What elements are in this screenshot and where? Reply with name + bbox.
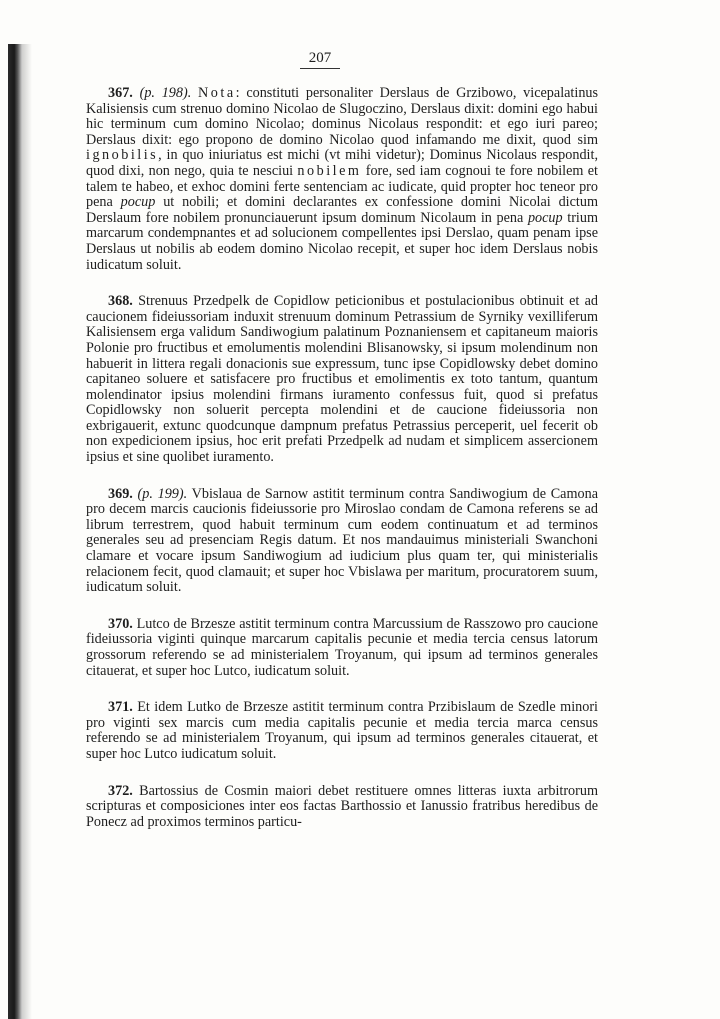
document-body [86, 86, 598, 851]
spaced-emphasis: ignobilis [86, 147, 159, 164]
entry-372 [86, 784, 598, 831]
entry-text: Lutco de Brzesze astitit terminum contra Marcussium de Rasszowo pro caucione fideiussoria viginti quinque marcarum capitalis pecunie et media tercia census latorum grossorum referendo se ad ministerialem Troyanum, qui ipsum ad terminos generales citauerat, et super hoc Lutco, iudicatum soluit. [86, 615, 598, 679]
entry-371 [86, 700, 598, 762]
entry-367 [86, 86, 598, 273]
entry-number: 371. [108, 699, 133, 716]
entry-text: Bartossius de Cosmin maiori debet restituere omnes litteras iuxta arbitrorum scripturas et composiciones inter eos factas Barthossio et Ianussio fratribus heredibus de Ponecz ad proximos terminos particu- [86, 782, 598, 830]
entry-number: 368. [108, 293, 133, 310]
entry-text: , in quo iniuriatus est michi (vt mihi videtur); Dominus Nicolaus respondit, quod dixi, non nego, quia te nesciui [86, 147, 598, 179]
entry-369 [86, 487, 598, 596]
entry-text: Et idem Lutko de Brzesze astitit terminum contra Przibislaum de Szedle minori pro viginti sex marcis cum media capitalis pecunie et media tercia marca census referendo se ad ministerialem Troyanum, qui ipsum ad terminos generales citauerat, et super hoc Lutco iudicatum soluit. [86, 699, 598, 762]
entry-page-reference: (p. 199). [137, 485, 188, 502]
entry-text: Strenuus Przedpelk de Copidlow peticionibus et postulacionibus obtinuit et ad caucionem fideiussoriam induxit strenuum dominum Petrassium de Syrniky vexilliferum Kalisiensem erga validum Sandiwogium palatinum Poznaniensem et capitaneum maioris Polonie pro fructibus et emolumentis molendini Blisanowsky, si ipsum molendinum non habuerit in littera regali donacionis sue expressum, tunc ipse Copidlowsky debet domino capitaneo soluere et satisfacere pro fructibus et emolimentis ex toto tantum, quantum molendinator ipsius molendini firmans iuramento confessus fuit, quod si prefatus Copidlowsky non soluerit percepta molendini et de caucione fideiussoria non exbrigauerit, extunc quodcunque dampnum prefatus Petrassius perceperit, uel fecerit ob non expedicionem ipsius, hoc erit prefati Przedpelk ad nudam et simplicem assercionem ipsius et sine quolibet iuramento. [86, 293, 599, 466]
spaced-emphasis: nobilem [297, 162, 362, 179]
book-binding-edge [8, 44, 22, 1019]
entry-text: Vbislaua de Sarnow astitit terminum contra Sandiwogium de Camona pro decem marcis caucionis fideiussorie pro Miroslao condam de Camona referens se ad librum terrestrem, quod habuit terminum cum eodem continuatum et ad terminos generales seu ad presenciam Regis datum. Et nos mandauimus ministeriali Swanchoni clamare et vocare ipsum Sandiwogium ad iudicium plus quam ter, qui ministerialis relacionem fecit, quod clamauit; et super hoc Vbislawa per maritum, procuratorem suum, iudicatum soluit. [86, 485, 598, 596]
spaced-emphasis: Nota [198, 85, 236, 101]
entry-text: : constituti personaliter Derslaus de Grzibowo, vicepalatinus Kalisiensis cum strenuo domino Nicolao de Slugoczino, Derslaus dixit: domini ego habui hic terminum cum domino Nicolao; dominus Nicolaus respondit: et ego iuri pareo; Derslaus dixit: ego propono de domino Nicolao quod infamando me dixit, quod sim [86, 85, 599, 148]
entry-text: ut nobili; et domini declarantes ex confessione domini Nicolai dictum Derslaum fore nobilem pronunciauerunt ipsum dominum Nicolaum in pena [86, 194, 598, 226]
entry-370 [86, 617, 598, 679]
page-number-rule [300, 68, 340, 69]
entry-number: 369. [108, 485, 133, 502]
entry-number: 367. [108, 85, 133, 101]
entry-text: fore, sed iam cognoui te fore nobilem et talem te habeo, et exhoc domini ferte sentenciam ac iudicate, quid propter hoc teneor pro pena [86, 162, 598, 211]
page-number: 207 [308, 50, 332, 66]
entry-368 [86, 294, 598, 466]
entry-page-reference: (p. 198). [139, 85, 192, 101]
binding-shadow [22, 44, 32, 1019]
entry-number: 372. [108, 782, 133, 799]
entry-text: trium marcarum condempnantes et ad solucionem compellentes ipsi Derslao, quam penam ipse Derslaus ut nobilis ab eodem domino Nicolao recepit, et super hoc idem Derslaus nobis iudicatum soluit. [86, 209, 598, 273]
italic-term: pocup [120, 194, 156, 211]
italic-term: pocup [527, 209, 563, 226]
entry-number: 370. [108, 615, 133, 632]
